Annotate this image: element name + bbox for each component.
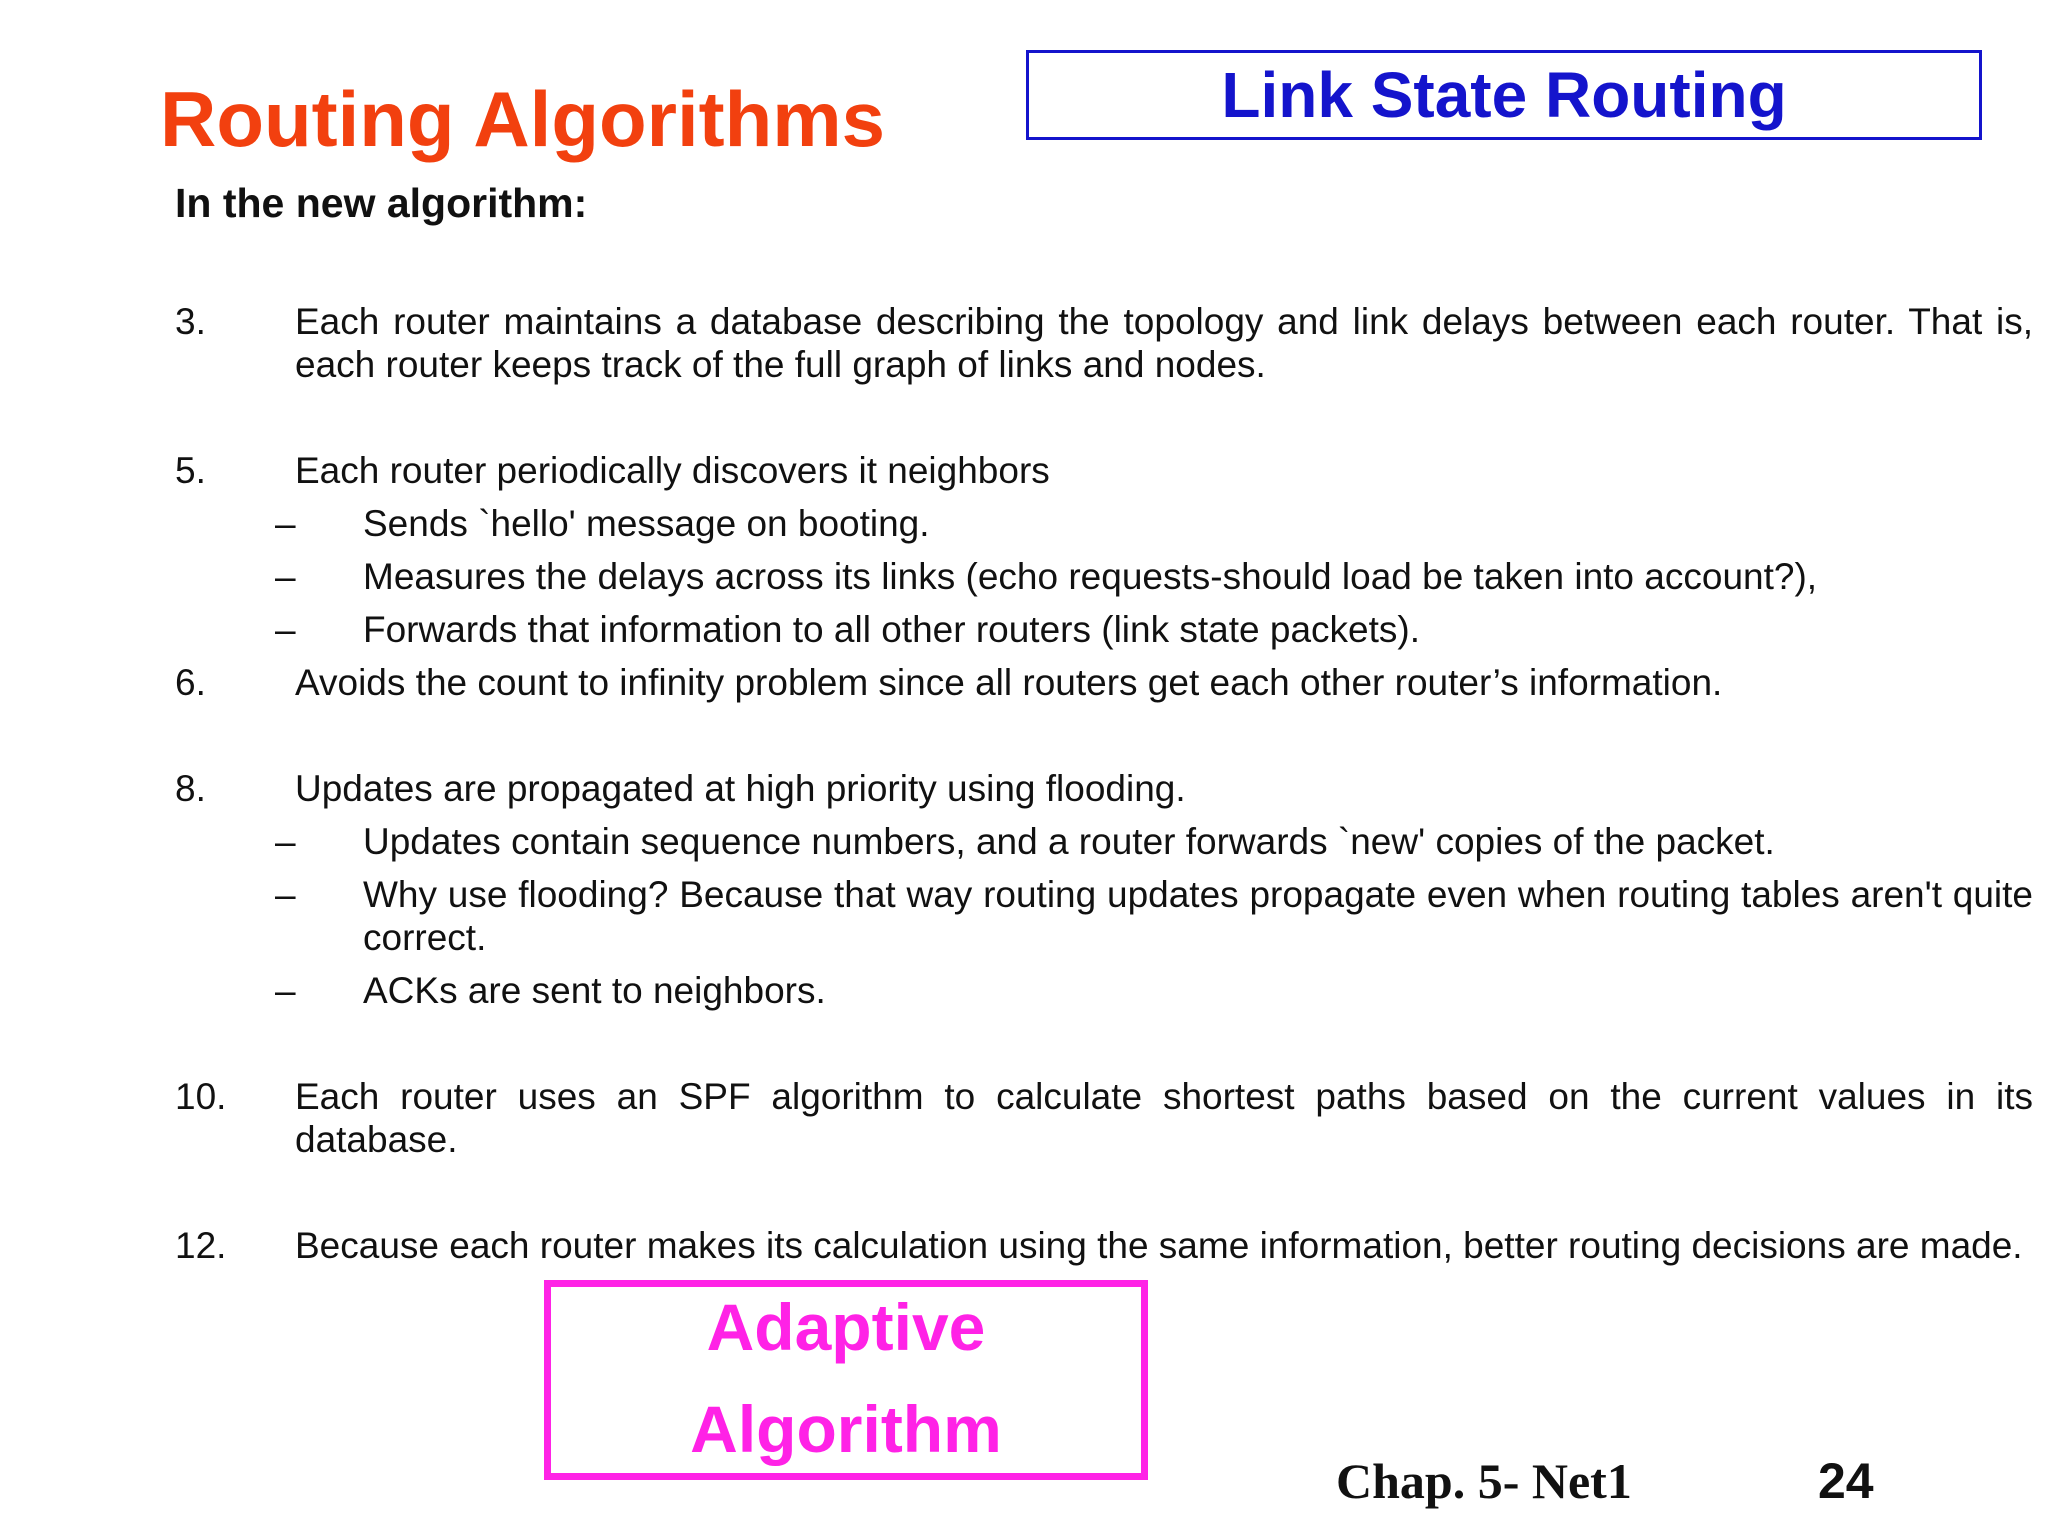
dash-bullet: – — [275, 970, 296, 1011]
item-number: 6. — [175, 662, 206, 703]
subitem-text: ACKs are sent to neighbors. — [363, 970, 826, 1011]
item-text: Avoids the count to infinity problem since all routers get each other router’s information. — [295, 662, 1723, 703]
item-number: 12. — [175, 1225, 227, 1266]
subitem-text: Measures the delays across its links (echo requests-should load be taken into account?), — [363, 556, 1818, 597]
slide-title: Routing Algorithms — [160, 75, 886, 163]
subitem-text: Updates contain sequence numbers, and a router forwards `new' copies of the packet. — [363, 821, 1775, 862]
item-number: 8. — [175, 768, 206, 809]
item-text: Updates are propagated at high priority using flooding. — [295, 768, 1186, 809]
footer-chapter: Chap. 5- Net1 — [1336, 1453, 1632, 1509]
callout-line-2: Algorithm — [690, 1392, 1002, 1466]
item-number: 3. — [175, 301, 206, 342]
item-text: Each router maintains a database describing the topology and link delays between each router. That is, each router keeps track of the full graph of links and nodes. — [295, 301, 2033, 385]
item-text: Because each router makes its calculation using the same information, better routing decisions are made. — [295, 1225, 2023, 1266]
topic-label: Link State Routing — [1221, 59, 1787, 131]
dash-bullet: – — [275, 609, 296, 650]
item-number: 5. — [175, 450, 206, 491]
dash-bullet: – — [275, 821, 296, 862]
item-number: 10. — [175, 1076, 227, 1117]
callout-line-1: Adaptive — [706, 1290, 986, 1364]
topic-box — [1026, 50, 1982, 140]
subitem-text: Forwards that information to all other routers (link state packets). — [363, 609, 1420, 650]
adaptive-algorithm-callout — [544, 1280, 1148, 1480]
dash-bullet: – — [275, 556, 296, 597]
dash-bullet: – — [275, 503, 296, 544]
item-text: Each router uses an SPF algorithm to calculate shortest paths based on the current values in its database. — [295, 1076, 2033, 1160]
intro-heading: In the new algorithm: — [175, 180, 588, 226]
subitem-text: Why use flooding? Because that way routing updates propagate even when routing tables aren't quite correct. — [363, 874, 2033, 958]
page-number: 24 — [1818, 1453, 1874, 1509]
dash-bullet: – — [275, 874, 296, 915]
subitem-text: Sends `hello' message on booting. — [363, 503, 930, 544]
item-text: Each router periodically discovers it neighbors — [295, 450, 1050, 491]
